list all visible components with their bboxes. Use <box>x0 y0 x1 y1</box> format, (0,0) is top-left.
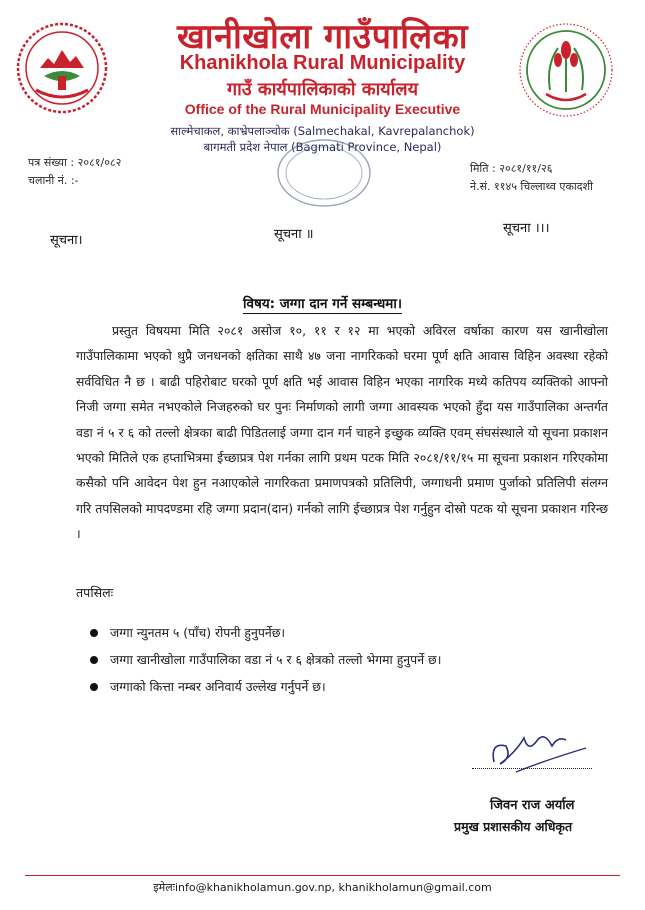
footer-contact: इमेलःinfo@khanikholamun.gov.np, khanikholamun@gmail.com <box>153 881 492 894</box>
bullet-icon <box>90 683 98 691</box>
subject-line <box>0 294 645 312</box>
address-line-2: बागमती प्रदेश नेपाल (Bagmati Province, Nepal) <box>203 140 442 154</box>
office-name-np: गाउँ कार्यपालिकाको कार्यालय <box>226 79 419 100</box>
signature-line <box>472 768 592 769</box>
letter-number <box>28 155 121 170</box>
signatory-name: जिवन राज अर्याल <box>490 798 575 813</box>
list-item <box>90 622 441 649</box>
date-value: २०८१/११/२६ <box>499 162 553 175</box>
letter-number-label: पत्र संख्या : <box>28 156 75 169</box>
letter-number-value: २०८१/०८२ <box>77 156 122 169</box>
signatory-title: प्रमुख प्रशासकीय अधिकृत <box>454 819 573 834</box>
dispatch-number-label: चलानी नं. :- <box>28 174 79 187</box>
notice-body: प्रस्तुत विषयमा मिति २०८१ असोज १०, ११ र १२ मा भएको अविरल वर्षाका कारण यस खानीखोला गाउँपालिकामा भएको थुप्रै जनधनको क्षतिका साथै ४७ जना नागरिकको घरमा पूर्ण क्षति आवास विहिन अवस्था रहेको सर्वविधित नै छ । बाढी पहिरोबाट घरको पूर्ण क्षति भई आवास विहिन भएका नागरिक मध्ये कतिपय व्यक्तिको आफ्नो निजी जग्गा समेत नभएकोले निजहरुको घर पुनः निर्माणको लागी जग्गा आवस्यक भएको हुँदा यस गाउँपालिका अन्तर्गत वडा नं ५ र ६ को तल्लो क्षेत्रका बाढी पिडितलाई जग्गा दान गर्न चाहने इच्छुक व्यक्ति एवम् संघसंस्थाले यो सूचना प्रकाशन भएको मितिले एक हप्ताभित्रमा ईच्छाप्रत्र पेश गर्नका लागि प्रथम पटक मिति २०८१/११/१५ मा सूचना प्रकाशन गरिएकोमा कसैको पनि आवेदन पेश हुन नआएकोले नागरिकता प्रमाणपत्रको प्रतिलिपी, जग्गाधनी प्रमाण पुर्जाको प्रतिलिपी संलग्न गरि तपसिलको मापदण्डमा रहि जग्गा प्रदान(दान) गर्नको लागि ईच्छाप्रत्र पेश गर्नुहुन दोस्रो पटक यो सूचना प्रकाशन गरिन्छ । <box>76 323 608 542</box>
requirements-list <box>90 622 441 703</box>
footer-divider <box>25 875 620 876</box>
municipality-name-en: Khanikhola Rural Municipality <box>179 52 466 74</box>
list-item <box>90 649 441 676</box>
list-item-text: जग्गाको कित्ता नम्बर अनिवार्य उल्लेख गर्नुपर्ने छ। <box>110 679 326 694</box>
bullet-icon <box>90 629 98 637</box>
subject-text: विषय: जग्गा दान गर्ने सम्बन्धमा। <box>243 296 402 312</box>
nepal-sambat-date: ने.सं. ११४५ चिल्लाथ्व एकादशी <box>470 180 593 193</box>
date <box>470 161 552 176</box>
office-seal <box>276 138 372 208</box>
list-item-text: जग्गा खानीखोला गाउँपालिका वडा नं ५ र ६ क्षेत्रको तल्लो भेगमा हुनुपर्ने छ। <box>110 652 442 667</box>
office-name-en: Office of the Rural Municipality Executive <box>184 101 461 117</box>
notice-label-3: सूचना ।।। <box>503 221 550 236</box>
handwritten-signature <box>486 712 596 784</box>
date-label: मिति : <box>470 162 496 175</box>
notice-label-2: सूचना ॥ <box>274 227 314 242</box>
list-item <box>90 676 441 703</box>
municipality-name-np: खानीखोला गाउँपालिका <box>176 17 469 57</box>
details-label: तपसिलः <box>76 585 114 600</box>
list-item-text: जग्गा न्युनतम ५ (पाँच) रोपनी हुनुपर्नेछ। <box>110 625 286 640</box>
bullet-icon <box>90 656 98 664</box>
notice-label-1: सूचना। <box>50 233 83 248</box>
address-line-1: साल्मेचाकल, काभ्रेपलाञ्चोक (Salmechakal, Kavrepalanchok) <box>170 124 475 138</box>
